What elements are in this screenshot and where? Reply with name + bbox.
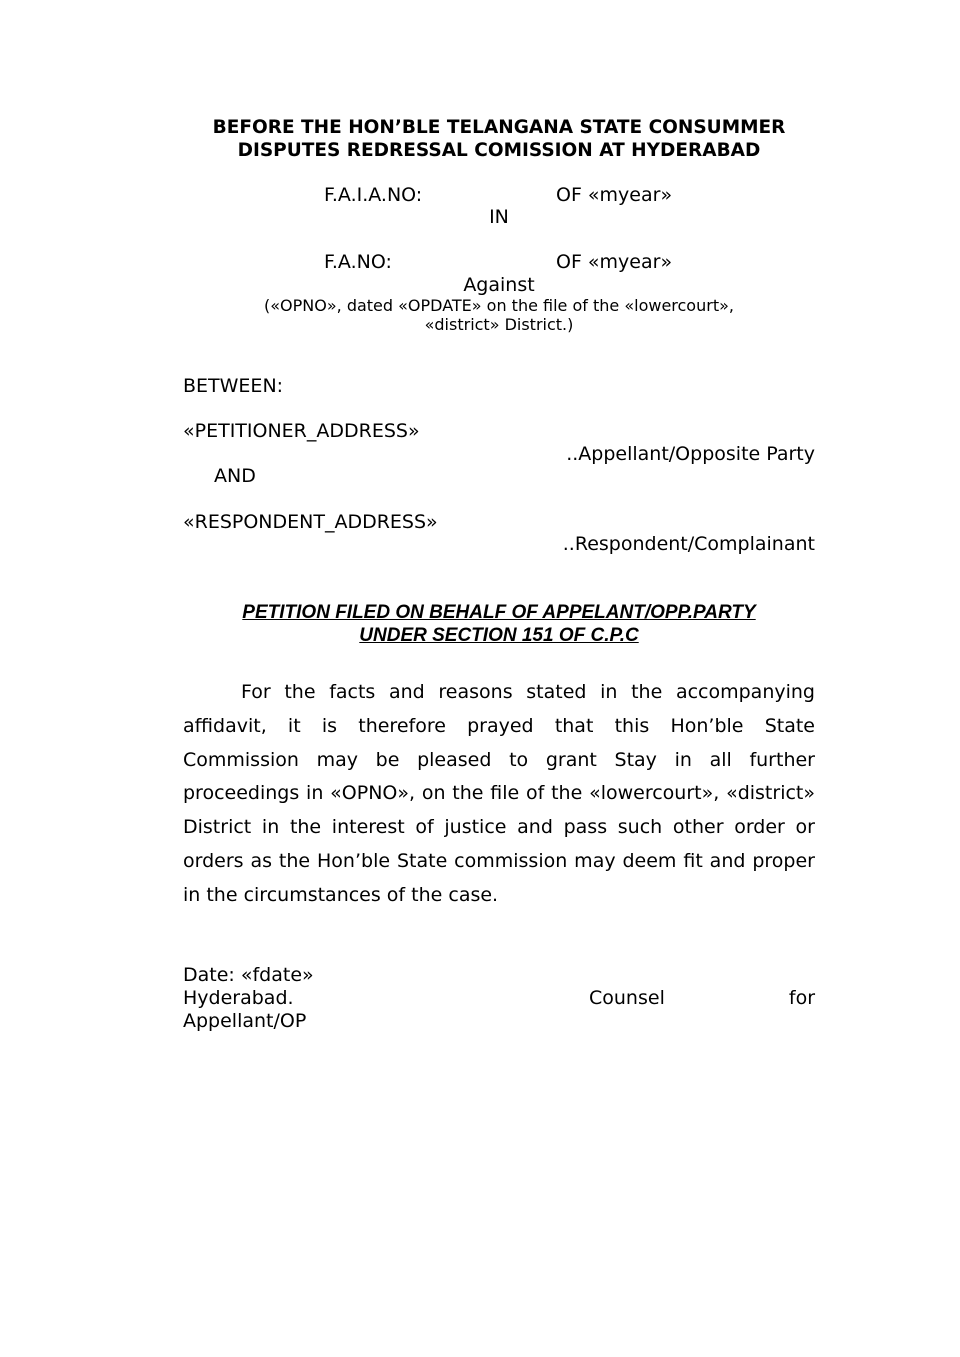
counsel-label: Counsel xyxy=(589,987,665,1009)
between-label: BETWEEN: xyxy=(183,375,284,397)
petitioner-role: ..Appellant/Opposite Party xyxy=(566,443,815,465)
petitioner-address: «PETITIONER_ADDRESS» xyxy=(183,420,420,442)
petition-body-paragraph: For the facts and reasons stated in the accompanying affidavit, it is therefore prayed that this Hon’ble State Commission may be pleased to grant Stay in all further proceedings in «OPNO», on the file of the «lowercourt», «district» District in the interest of justice and pass such other order or orders as the Hon’ble State commission may deem fit and proper in the circumstances of the case. xyxy=(183,681,815,906)
counsel-for-label: for xyxy=(788,987,815,1009)
date-line: Date: «fdate» xyxy=(183,964,314,986)
against-label: Against xyxy=(463,274,535,296)
document-title-line-1: BEFORE THE HON’BLE TELANGANA STATE CONSUMMER xyxy=(212,117,786,138)
petition-heading-line-1: PETITION FILED ON BEHALF OF APPELANT/OPP.PARTY xyxy=(242,602,756,623)
origin-line-1: («OPNO», dated «OPDATE» on the file of the «lowercourt», xyxy=(264,296,734,315)
origin-line-2: «district» District.) xyxy=(424,315,574,334)
fano-label: F.A.NO: xyxy=(324,251,392,273)
respondent-role: ..Respondent/Complainant xyxy=(562,533,815,555)
counsel-role: Appellant/OP xyxy=(183,1010,307,1032)
fano-year: OF «myear» xyxy=(556,251,673,273)
respondent-address: «RESPONDENT_ADDRESS» xyxy=(183,511,438,533)
petition-heading-line-2: UNDER SECTION 151 OF C.P.C xyxy=(359,625,639,646)
document-title-line-2: DISPUTES REDRESSAL COMISSION AT HYDERABAD xyxy=(237,140,761,161)
faiano-year: OF «myear» xyxy=(556,184,673,206)
place-label: Hyderabad. xyxy=(183,987,294,1009)
and-label: AND xyxy=(214,465,256,487)
in-label: IN xyxy=(489,206,509,228)
faiano-label: F.A.I.A.NO: xyxy=(324,184,423,206)
